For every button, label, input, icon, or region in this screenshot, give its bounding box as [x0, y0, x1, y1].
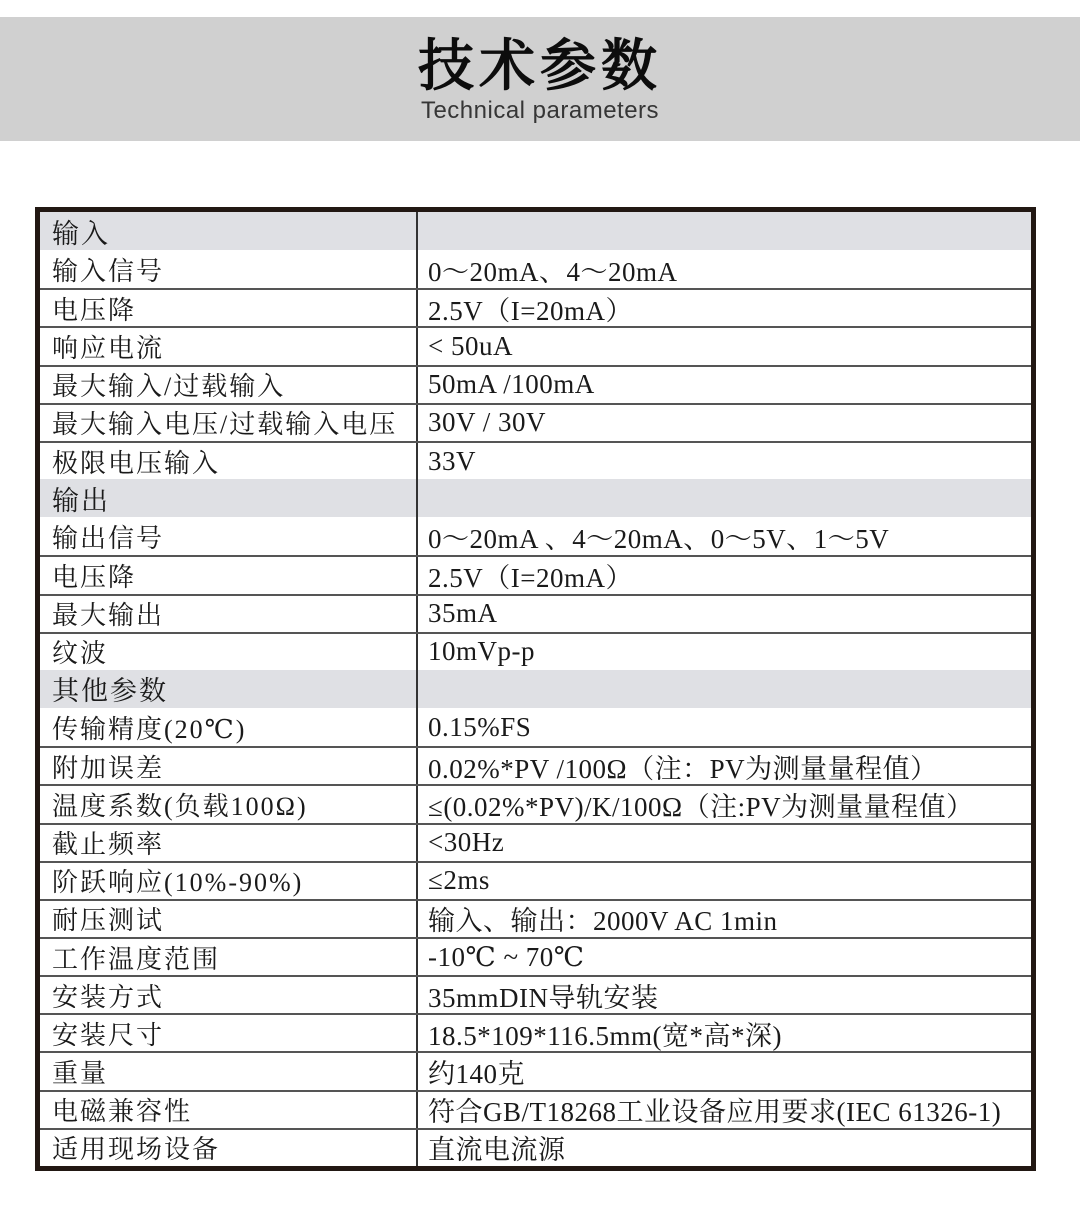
table-row — [40, 861, 1031, 899]
param-label: 输出 — [40, 479, 418, 517]
param-value: 10mVp-p — [428, 636, 535, 667]
param-label: 输入 — [40, 212, 418, 250]
param-label: 附加误差 — [40, 748, 418, 784]
param-label: 电压降 — [40, 290, 418, 326]
param-label: 电磁兼容性 — [40, 1092, 418, 1128]
param-label: 适用现场设备 — [40, 1130, 418, 1166]
param-value: 30V / 30V — [428, 407, 547, 438]
param-label: 响应电流 — [40, 328, 418, 364]
param-value: 约140克 — [428, 1059, 525, 1090]
param-value: ≤2ms — [428, 865, 490, 896]
param-label: 极限电压输入 — [40, 443, 418, 479]
table-row — [40, 365, 1031, 403]
param-value: 33V — [428, 445, 476, 476]
param-value: 0.02%*PV /100Ω（注：PV为测量量程值） — [428, 753, 938, 784]
param-label: 输入信号 — [40, 250, 418, 288]
param-value: 18.5*109*116.5mm(宽*高*深) — [428, 1020, 782, 1051]
param-value — [418, 670, 1031, 708]
param-value: 直流电流源 — [428, 1135, 566, 1166]
param-value: 35mA — [428, 598, 498, 629]
param-label: 温度系数(负载100Ω) — [40, 786, 418, 822]
param-label: 安装方式 — [40, 977, 418, 1013]
table-row — [40, 326, 1031, 364]
table-row — [40, 403, 1031, 441]
param-value: 2.5V（I=20mA） — [428, 295, 633, 326]
param-value: ≤(0.02%*PV)/K/100Ω（注:PV为测量量程值） — [428, 791, 974, 822]
param-label: 电压降 — [40, 557, 418, 593]
page-header — [0, 17, 1080, 141]
section-header-row — [40, 670, 1031, 708]
param-label: 阶跃响应(10%-90%) — [40, 863, 418, 899]
table-row — [40, 1013, 1031, 1051]
param-label: 重量 — [40, 1053, 418, 1089]
table-row — [40, 250, 1031, 288]
table-row — [40, 1128, 1031, 1166]
param-value: 50mA /100mA — [428, 369, 595, 400]
table-row — [40, 784, 1031, 822]
table-row — [40, 594, 1031, 632]
table-row — [40, 1051, 1031, 1089]
table-row — [40, 823, 1031, 861]
param-value: 输入、输出：2000V AC 1min — [428, 906, 778, 937]
table-row — [40, 937, 1031, 975]
page-subtitle: Technical parameters — [420, 97, 660, 125]
table-row — [40, 975, 1031, 1013]
param-value: <30Hz — [428, 827, 505, 858]
param-value: 2.5V（I=20mA） — [428, 562, 633, 593]
param-value: 35mmDIN导轨安装 — [428, 982, 659, 1013]
page-title: 技术参数 — [418, 34, 662, 98]
param-value: 0～20mA、4～20mA — [428, 256, 678, 287]
spec-table — [35, 207, 1036, 1171]
param-value: 符合GB/T18268工业设备应用要求(IEC 61326-1) — [428, 1097, 1002, 1128]
param-label: 其他参数 — [40, 670, 418, 708]
table-row — [40, 708, 1031, 746]
param-value: 0.15%FS — [428, 711, 532, 742]
param-value: -10℃ ~ 70℃ — [428, 941, 585, 972]
section-header-row — [40, 212, 1031, 250]
table-row — [40, 632, 1031, 670]
param-label: 传输精度(20℃) — [40, 708, 418, 746]
param-value: 0～20mA 、4～20mA、0～5V、1～5V — [428, 523, 890, 554]
param-label: 最大输出 — [40, 596, 418, 632]
table-row — [40, 1090, 1031, 1128]
param-value — [418, 212, 1031, 250]
param-value: < 50uA — [428, 331, 513, 362]
table-row — [40, 517, 1031, 555]
param-label: 最大输入/过载输入 — [40, 367, 418, 403]
param-label: 截止频率 — [40, 825, 418, 861]
param-value — [418, 479, 1031, 517]
param-label: 耐压测试 — [40, 901, 418, 937]
table-row — [40, 555, 1031, 593]
top-margin — [0, 0, 1080, 17]
table-row — [40, 899, 1031, 937]
table-row — [40, 746, 1031, 784]
param-label: 输出信号 — [40, 517, 418, 555]
param-label: 安装尺寸 — [40, 1015, 418, 1051]
table-row — [40, 288, 1031, 326]
section-header-row — [40, 479, 1031, 517]
param-label: 最大输入电压/过载输入电压 — [40, 405, 418, 441]
param-label: 工作温度范围 — [40, 939, 418, 975]
param-label: 纹波 — [40, 634, 418, 670]
table-row — [40, 441, 1031, 479]
